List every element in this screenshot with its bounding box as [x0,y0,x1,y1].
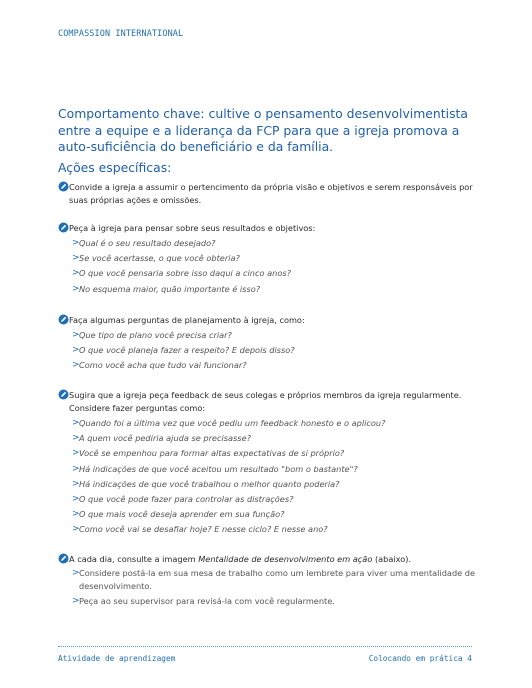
list-item: > O que você pode fazer para controlar as distrações? [72,494,294,505]
list-item: > Que tipo de plano você precisa criar? [72,330,232,340]
pencil-circle-icon [58,389,69,400]
action-lead: Convide a igreja a assumir o pertencimento da própria visão e objetivos e serem responsáveis por suas próprias ações e omissões. [69,182,473,205]
actions-title: Ações específicas: [58,160,172,175]
action-lead-emphasis: Mentalidade de desenvolvimento em ação [198,554,373,564]
list-item: > Há indicações de que você trabalhou o melhor quanto poderia? [72,478,340,489]
action-block-2 [58,222,478,297]
action-block-4 [58,389,478,538]
list-item: > No esquema maior, quão importante é isso? [72,283,261,294]
list-item: > A quem você pediria ajuda se precisasse? [72,433,251,444]
list-item: > Peça ao seu supervisor para revisá-la com você regularmente. [72,596,335,606]
footer-divider [58,646,472,647]
list-item: > Qual é o seu resultado desejado? [72,238,216,248]
list-item: > Quando foi a última vez que você pediu um feedback honesto e o aplicou? [72,418,386,428]
action-lead: Faça algumas perguntas de planejamento à igreja, como: [69,315,305,325]
list-item: > O que você pensaria sobre isso daqui a cinco anos? [72,268,291,279]
pencil-circle-icon [58,314,69,325]
action-block-5 [58,553,478,609]
key-behavior: Comportamento chave: cultive o pensamento desenvolvimentista entre a equipe e a liderança da FCP para que a igreja promova a auto-suficiência do beneficiário e da família. [58,106,468,154]
action-block-1 [58,181,478,207]
list-item: > O que você planeja fazer a respeito? E depois disso? [72,345,295,356]
action-lead: Sugira que a igreja peça feedback de seus colegas e próprios membros da igreja regularmente. Considere fazer perguntas como: [69,390,462,413]
action-block-3 [58,314,478,374]
list-item: > Você se empenhou para formar altas expectativas de si próprio? [72,448,345,459]
list-item: > Como você acha que tudo vai funcionar? [72,360,247,371]
action-lead-suffix: (abaixo). [372,554,412,564]
list-item: > Há indicações de que você aceitou um resultado "bom o bastante"? [72,463,358,474]
list-item: > Como você vai se desafiar hoje? E nesse ciclo? E nesse ano? [72,524,328,535]
action-lead-prefix: A cada dia, consulte a imagem [69,554,199,564]
pencil-circle-icon [58,222,69,233]
header-org: COMPASSION INTERNATIONAL [58,29,184,39]
list-item: > Considere postá-la em sua mesa de trabalho como um lembrete para viver uma mentalidade de desenvolvimento. [72,568,476,591]
footer-left: Atividade de aprendizagem [58,654,176,663]
footer-right: Colocando em prática 4 [368,654,472,663]
action-lead: Peça à igreja para pensar sobre seus resultados e objetivos: [69,223,316,233]
pencil-circle-icon [58,181,69,192]
list-item: > O que mais você deseja aprender em sua função? [72,509,285,520]
list-item: > Se você acertasse, o que você obteria? [72,253,240,264]
pencil-circle-icon [58,553,69,564]
